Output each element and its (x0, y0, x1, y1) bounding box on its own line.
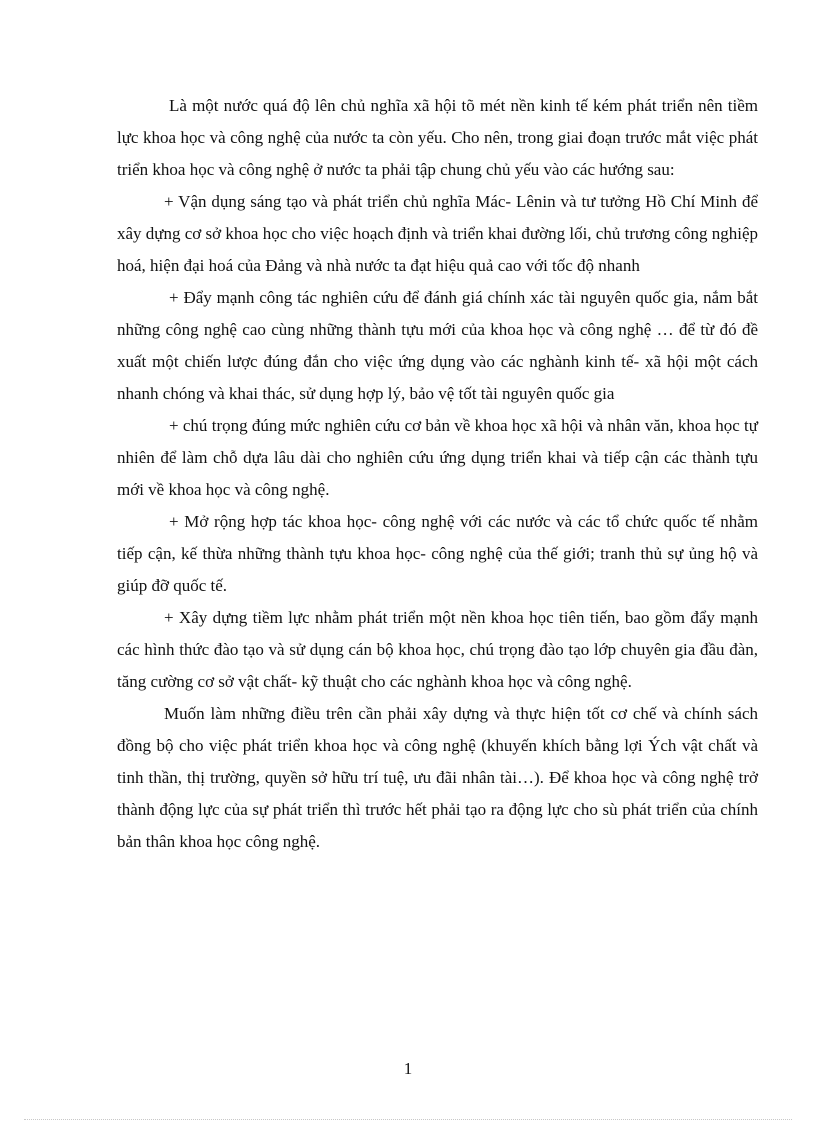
page-bottom-divider (24, 1119, 792, 1120)
paragraph-bullet-cooperation: + Mở rộng hợp tác khoa học- công nghệ với các nước và các tổ chức quốc tế nhằm tiếp cận, kế thừa những thành tựu khoa học- công nghệ của thế giới; tranh thủ sự ủng hộ và giúp đỡ quốc tế. (117, 512, 758, 595)
page-number: 1 (403, 1059, 413, 1078)
paragraph-bullet-marxism: + Vận dụng sáng tạo và phát triển chủ nghĩa Mác- Lênin và tư tưởng Hồ Chí Minh để xây dựng cơ sở khoa học cho việc hoạch định và triển khai đường lối, chủ trương công nghiệp hoá, hiện đại hoá của Đảng và nhà nước ta đạt hiệu quả cao với tốc độ nhanh (117, 192, 758, 275)
document-body (117, 90, 758, 858)
paragraph-bullet-basic-research: + chú trọng đúng mức nghiên cứu cơ bản về khoa học xã hội và nhân văn, khoa học tự nhiên để làm chỗ dựa lâu dài cho nghiên cứu ứng dụng triển khai và tiếp cận các thành tựu mới về khoa học và công nghệ. (117, 416, 758, 499)
paragraph-bullet-research: + Đẩy mạnh công tác nghiên cứu để đánh giá chính xác tài nguyên quốc gia, nắm bắt những công nghệ cao cùng những thành tựu mới của khoa học và công nghệ … để từ đó đề xuất một chiến lược đúng đắn cho việc ứng dụng vào các nghành kinh tế- xã hội một cách nhanh chóng và khai thác, sử dụng hợp lý, bảo vệ tốt tài nguyên quốc gia (117, 288, 758, 403)
paragraph-conclusion: Muốn làm những điều trên cần phải xây dựng và thực hiện tốt cơ chế và chính sách đồng bộ cho việc phát triển khoa học và công nghệ (khuyến khích bằng lợi Ých vật chất và tinh thần, thị trường, quyền sở hữu trí tuệ, ưu đãi nhân tài…). Để khoa học và công nghệ trở thành động lực của sự phát triển thì trước hết phải tạo ra động lực cho sù phát triển của chính bản thân khoa học công nghệ. (117, 704, 758, 851)
paragraph-intro: Là một nước quá độ lên chủ nghĩa xã hội tõ mét nền kinh tế kém phát triển nên tiềm lực khoa học và công nghệ của nước ta còn yếu. Cho nên, trong giai đoạn trước mắt việc phát triển khoa học và công nghệ ở nước ta phải tập chung chủ yếu vào các hướng sau: (117, 96, 758, 179)
paragraph-bullet-potential: + Xây dựng tiềm lực nhằm phát triển một nền khoa học tiên tiến, bao gồm đẩy mạnh các hình thức đào tạo và sử dụng cán bộ khoa học, chú trọng đào tạo lớp chuyên gia đầu đàn, tăng cường cơ sở vật chất- kỹ thuật cho các nghành khoa học và công nghệ. (117, 608, 758, 691)
